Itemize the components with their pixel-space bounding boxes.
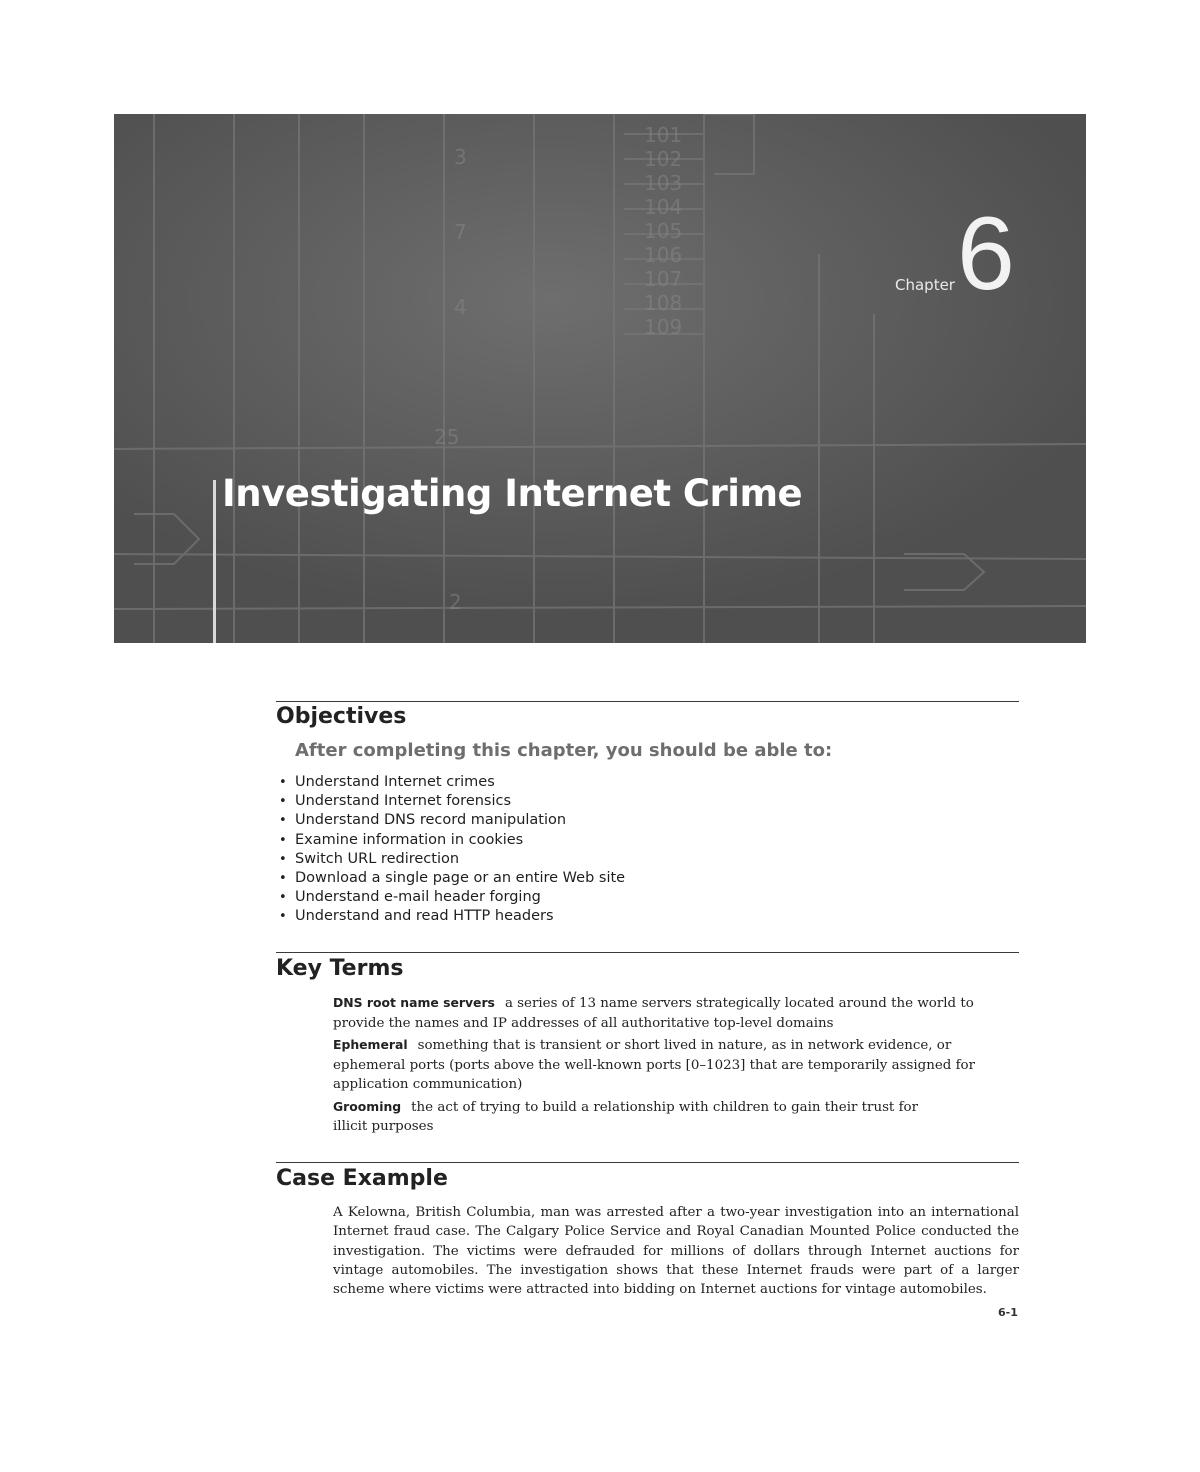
svg-text:103: 103 xyxy=(644,171,683,195)
term-definition: a series of 13 name servers strategically located around the world to provide the names and IP addresses of all authoritative top-level domains xyxy=(333,996,974,1031)
key-terms-list xyxy=(333,993,1023,1139)
key-term xyxy=(333,1097,943,1137)
term-name: DNS root name servers xyxy=(333,995,495,1010)
svg-text:109: 109 xyxy=(644,315,683,339)
svg-text:104: 104 xyxy=(644,195,683,219)
svg-text:7: 7 xyxy=(454,220,467,244)
term-name: Grooming xyxy=(333,1098,402,1114)
key-terms-heading: Key Terms xyxy=(276,956,404,981)
key-terms-divider xyxy=(276,952,1019,953)
svg-text:105: 105 xyxy=(644,219,683,243)
svg-text:102: 102 xyxy=(644,147,683,171)
objectives-intro: After completing this chapter, you should be able to: xyxy=(295,740,833,761)
case-example-divider xyxy=(276,1162,1019,1163)
list-item: • Switch URL redirection xyxy=(279,850,460,867)
case-example-heading: Case Example xyxy=(276,1166,448,1191)
svg-text:3: 3 xyxy=(454,145,467,169)
svg-text:108: 108 xyxy=(644,291,683,315)
svg-text:106: 106 xyxy=(644,243,683,267)
title-accent-rule xyxy=(213,480,216,643)
list-item: • Examine information in cookies xyxy=(279,831,524,848)
list-item: • Understand and read HTTP headers xyxy=(279,908,554,925)
list-item: • Understand Internet forensics xyxy=(279,793,512,810)
case-example-text: A Kelowna, British Columbia, man was arrested after a two-year investigation into an international Internet fraud case. The Calgary Police Service and Royal Canadian Mounted Police conducted the investigation. The victims were defrauded for millions of dollars through Internet auctions for vintage automobiles. The investigation shows that these Internet frauds were part of a larger scheme where victims were attracted into bidding on Internet auctions for vintage automobiles. xyxy=(333,1205,1019,1298)
term-name: Ephemeral xyxy=(333,1037,408,1052)
list-item: • Understand Internet crimes xyxy=(279,774,495,790)
objectives-list xyxy=(279,773,625,927)
list-item: • Understand e-mail header forging xyxy=(279,889,541,906)
svg-text:101: 101 xyxy=(644,123,683,147)
chapter-banner xyxy=(114,114,1086,643)
circuit-background-graphic xyxy=(114,114,1086,643)
svg-text:4: 4 xyxy=(454,295,467,319)
list-item: • Understand DNS record manipulation xyxy=(279,812,567,829)
chapter-title: Investigating Internet Crime xyxy=(222,472,803,515)
chapter-number: 6 xyxy=(957,196,1015,312)
page-number: 6-1 xyxy=(998,1306,1018,1319)
svg-text:2: 2 xyxy=(449,590,462,614)
svg-text:25: 25 xyxy=(434,425,460,449)
key-term xyxy=(333,1035,1023,1095)
chapter-label: Chapter xyxy=(895,276,955,294)
term-definition: something that is transient or short lived in nature, as in network evidence, or ephemeral ports (ports above the well-known ports [0–1023] that are temporarily assigned for application communication) xyxy=(333,1038,975,1092)
list-item: • Download a single page or an entire Web site xyxy=(279,870,626,887)
objectives-heading: Objectives xyxy=(276,704,407,729)
key-term xyxy=(333,993,1023,1033)
term-definition: the act of trying to build a relationship with children to gain their trust for illicit purposes xyxy=(333,1099,918,1134)
objectives-divider xyxy=(276,701,1019,702)
svg-text:107: 107 xyxy=(644,267,683,291)
